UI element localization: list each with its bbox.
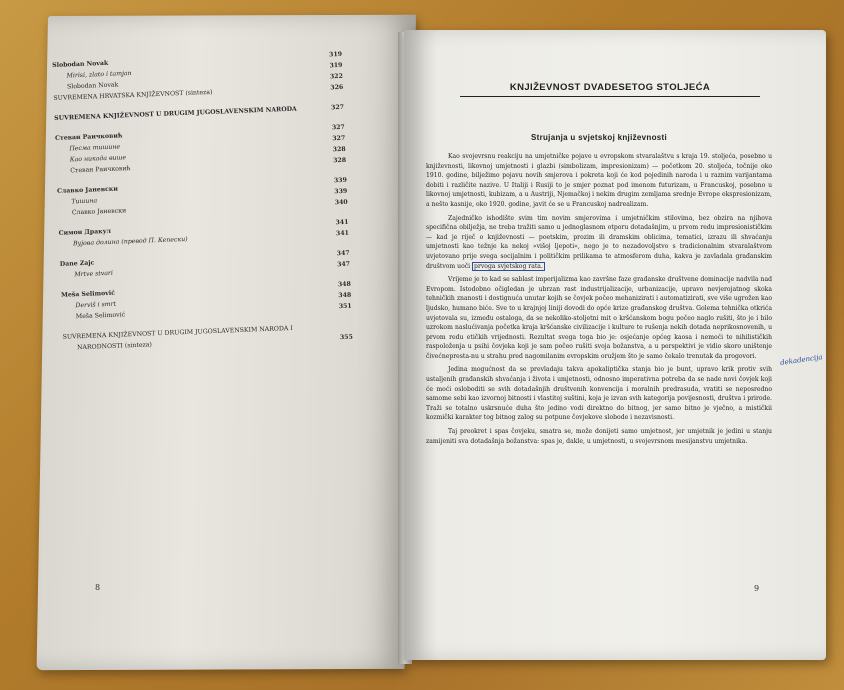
toc-entry-page: 327 <box>332 134 346 143</box>
toc-entry-page: 355 <box>339 333 353 342</box>
toc-entry-page: 328 <box>333 156 347 165</box>
toc-entry-title: Mrtve stvari <box>74 269 114 279</box>
toc-entry-page: 339 <box>334 187 348 196</box>
toc-entry-page: 322 <box>329 72 343 81</box>
paragraph-4: Jedina mogućnost da se prevladaju takva apokaliptička stanja bio je bunt, upravo krik protiv svih ustaljenih građanskih shvaćanja i života i umjetnosti, odnosno imperativna potreba da se nade novi čovjek koji će moći osloboditi se svih dotadašnjih društvenih konvencija i moralnih predrasuda, vratiti se neposredno samome sebi kao izvornoj bitnosti i vlastitoj suštini, koja je izvan svih kategorija povijesnosti, društva i prirode. Traži se totalno uskrsnuće duha što jedino vodi direktno do bitnog, jer samo bitno je vječno, a mističkii kozmički karakter tog bitnog zalog su potpune čovjekove slobode i nezavisnosti. <box>426 366 772 422</box>
toc-entry-title: SUVREMENA KNJIŽEVNOST U DRUGIM JUGOSLAVENSKIM NARODA I <box>62 324 293 341</box>
toc-entry-title: Slobodan Novak <box>52 59 109 69</box>
toc-entry-title: Slobodan Novak <box>66 81 119 91</box>
toc-entry-title: SUVREMENA HRVATSKA KNJIŽEVNOST (sinteza) <box>53 88 213 102</box>
toc-entry-title: Mirisi, zlato i tamjan <box>66 69 132 80</box>
toc-entry-title: Dane Zajc <box>59 259 95 268</box>
paragraph-2-text: Zajedničko ishodište svim tim novim smjerovima i umjetničkim stilovima, bez obzira na njihova specifična obilježja, ne treba tražiti samo u jednoglasnom otporu dotadašnjim, u prvom redu impresionističkim — kad je riječ o književnosti — poetskim, prozim ili dramskim oblicima, tematici, izrazu ili shvaćanju umjetnosti kao težnje ka nekoj »višoj ljepoti«, nego je to nezadovoljstvo s tradicionalnim stvaralaštvom uvjetovano prije svega socijalnim i političkim prilikama te atmosferom duha, kakva je zavladala građanskim društvom uoči <box>426 214 772 270</box>
section-title: Strujanja u svjetskoj književnosti <box>530 133 668 142</box>
paragraph-1: Kao svojevrsnu reakciju na umjetničke pojave u evropskom stvaralaštvu s kraja 19. stoljeća, posebno u književnosti, likovnoj umjetnosti i glazbi (simbolizam, impresionizam) — početkom 20. stoljeća, točnije oko 1910. godine, bilježimo pojavu novih smjerova i pokreta koji će kod pojedinih naroda i u raznim varijantama dobiti i različite nazive. U Italiji i Rusiji to je smjer poznat pod imenom futurizam, u Francuskoj, posebno u likovnoj umjetnosti, kubizam, a u Austriji, Njemačkoj i nekim drugim zemljama srednje Evrope ekspresionizam, a nešto kasnije, oko 1920. godine, javit će se u Francuskoj nadrealizam. <box>426 153 772 208</box>
toc-entry-title: Стеван Раичковић <box>54 132 123 142</box>
right-page-number: 9 <box>754 584 760 593</box>
highlighted-phrase: prvoga svjetskog rata. <box>474 262 543 270</box>
toc-entry-page: 348 <box>337 280 351 289</box>
toc-entry-title: Meša Selimović <box>60 289 116 299</box>
toc-entry-title: Славко Јаневски <box>56 185 119 195</box>
toc-entry-title: Симон Дракул <box>58 227 112 237</box>
handwritten-margin-note: dekadencija <box>779 353 824 367</box>
toc-entry-page: 326 <box>330 83 344 92</box>
toc-entry-page: 328 <box>332 145 346 154</box>
page-header: KNJIŽEVNOST DVADESETOG STOLJEĆA <box>460 82 760 97</box>
paragraph-3: Vrijeme je to kad se sablast imperijalizma kao završne faze građanske društvene dominacije nadvila nad Evropom. Istodobno očigledan je ubrzan rast industrijalizacije, urbanizacije, upravo nevjerojatnog skoka tehničkih znanosti i dostignuća unutar kojih se čovjek počeo mehanizirati i automatizirati, sve više ugrožen kao ljudsko, humano biće. Sve to u krajnjoj liniji dovodi do opće krize građanskog društva. Golema tehnička otkrića uvjetovala su, između ostaloga, da se nekoliko-stoljetni mit o kršćanskom bogu počeo naglo rušiti, što je i bilo uzrokom naslućivanja početka kraja kršćanske civilizacije i kulture te rušenja nekih dotada neprikosnovenih, u prvom redu etičkih vrijednosti. Rezultat svega toga bio je: osjećanje općeg kaosa i nemoći te nihilističkih raspoloženja u psihi čovjeka koji je sam počeo rušiti svoja božanstva, a u perspektivi je vidio skoro uništenje čivećnepresta-nu u strahu pred nagomilanim evropskim oružjem što je samo čekalo trenutak da progovori. <box>426 276 772 360</box>
toc-entry-page: 347 <box>336 249 350 258</box>
toc-entry-page: 341 <box>335 218 349 227</box>
toc-entry-page: 348 <box>338 291 352 300</box>
toc-entry-title: Песма тишине <box>69 143 121 153</box>
toc-entry-page: 339 <box>333 176 347 185</box>
toc-entry-page: 341 <box>335 229 350 238</box>
toc-entry-title: Derviš i smrt <box>75 300 117 310</box>
toc-entry-page: 351 <box>338 302 352 311</box>
toc-entry-title: Тишина <box>71 197 98 206</box>
toc-entry-title: Meša Selimović <box>75 311 126 321</box>
right-page-content <box>426 82 772 450</box>
toc-entry-page: 347 <box>337 260 351 269</box>
toc-entry-page: 319 <box>328 50 343 59</box>
toc-entry-title: NARODNOSTI (sinteza) <box>76 341 153 352</box>
toc-entry-title: Вујова долина (превод П. Кепески) <box>72 235 188 248</box>
toc-entry-page: 319 <box>329 61 343 70</box>
table-of-contents <box>52 49 353 354</box>
paragraph-5: Taj preokret i spas čovjeku, smatra se, može donijeti samo umjetnost, jer umjetnik je jedini u stanju zamijeniti sva dotadašnja božanstva: spas je, dakle, u umjetnosti, u svojevrsnom mesijanstvu umjetnika. <box>426 428 772 445</box>
toc-entry-page: 327 <box>331 123 345 132</box>
toc-entry-page: 340 <box>334 198 348 207</box>
toc-entry-title: Стеван Раичковић <box>70 165 131 175</box>
paragraph-2 <box>426 214 772 272</box>
left-page-number: 8 <box>95 583 101 592</box>
toc-entry-title: Као никада више <box>69 154 127 164</box>
toc-entry-title: Славко Јаневски <box>71 207 127 217</box>
toc-entry-page: 327 <box>330 103 345 112</box>
toc-entry-title: SUVREMENA KNJIŽEVNOST U DRUGIM JUGOSLAVENSKIM NARODA <box>54 105 297 122</box>
